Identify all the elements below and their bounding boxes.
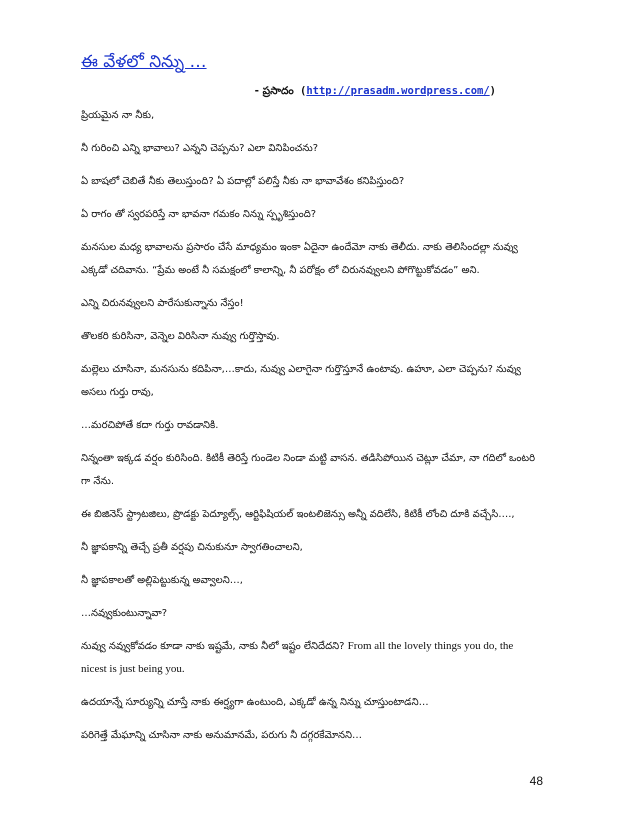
- paragraph: నిన్నంతా ఇక్కడ వర్షం కురిసింది. కిటికీ తెరిస్తే గుండెల నిండా మట్టి వాసన. తడిసిపోయిన చెట్లూ చేమా, నా గదిలో ఒంటరి గా నేను.: [81, 453, 536, 487]
- page-title[interactable]: ఈ వేళలో నిన్ను …: [81, 52, 207, 72]
- byline-dash: -: [254, 85, 263, 97]
- paragraph: …నవ్వుకుంటున్నావా?: [81, 608, 168, 619]
- byline-author: ప్రసాదం: [262, 85, 294, 97]
- english-quote: From all the lovely things you do, the nicest is just being you.: [81, 640, 514, 675]
- paragraph: ప్రియమైన నా నీకు,: [81, 110, 155, 121]
- byline: [255, 85, 496, 100]
- paragraph: నీ జ్ఞాపకాలతో అల్లిపెట్టుకున్న అవ్వాలని…,: [81, 575, 243, 586]
- paragraph: తొలకరి కురిసినా, వెన్నెల విరిసినా నువ్వు గుర్తొస్తావు.: [81, 331, 280, 342]
- paragraph: పరిగెత్తే మేఘాన్ని చూసినా నాకు అనుమానమే, పరుగు నీ దగ్గరకేమోనని…: [81, 730, 363, 741]
- page-number: 48: [529, 774, 543, 788]
- paragraph: ఎన్ని చిరునవ్వులని పారేసుకున్నాను నేస్తం!: [81, 298, 244, 309]
- byline-open-paren: (: [293, 85, 307, 97]
- paragraph: ఏ బాషలో చెబితే నీకు తెలుస్తుంది? ఏ పదాల్లో పలిస్తే నీకు నా భావావేశం కనిపిస్తుంది?: [81, 176, 405, 187]
- paragraph: ఉదయాన్నే సూర్యున్ని చూస్తే నాకు ఈర్ష్యగా ఉంటుంది, ఎక్కడో ఉన్న నిన్ను చూస్తుంటాడని…: [81, 697, 429, 708]
- paragraph: మనసుల మధ్య భావాలను ప్రసారం చేసే మాధ్యమం ఇంకా ఏదైనా ఉందేమో నాకు తెలీదు. నాకు తెలిసిందల్లా నువ్వు ఎక్కడో చదివాను. “ప్రేమ అంటే నీ సమక్షంలో కాలాన్ని, నీ పరోక్షం లో చిరునవ్వులని పోగొట్టుకోవడం” అని.: [81, 242, 518, 276]
- paragraph: ఏ రాగం తో స్వరపరిస్తే నా భావనా గమకం నిన్ను స్పృశిస్తుంది?: [81, 209, 317, 220]
- paragraph: నీ జ్ఞాపకాన్ని తెచ్చే ప్రతీ వర్షపు చినుకునూ స్వాగతించాలని,: [81, 542, 303, 553]
- telugu-sentence: నువ్వు నవ్వుకోవడం కూడా నాకు ఇష్టమే, నాకు నీలో ఇష్టం లేనిదేదని?: [81, 641, 348, 652]
- paragraph: …మరచిపోతే కదా గుర్తు రావడానికి.: [81, 420, 219, 431]
- paragraph: నీ గురించి ఎన్ని భావాలు? ఎన్నని చెప్పను? ఎలా వినిపించను?: [81, 143, 319, 154]
- mixed-language-paragraph: [81, 635, 537, 681]
- blog-link[interactable]: http://prasadm.wordpress.com/: [306, 85, 490, 97]
- byline-close-paren: ): [489, 85, 496, 97]
- paragraph: ఈ బిజినెస్ స్ట్రాటజిలు, ప్రొడక్టు పెద్యూల్స్, ఆర్టిఫిషియల్ ఇంటలిజెన్సు అన్నీ వదిలేసి, కిటికీ లోంచి దూకి వచ్చేసి….,: [81, 509, 515, 520]
- paragraph: మల్లెలు చూసినా, మనసును కదిపినా,…కాదు, నువ్వు ఎలాగైనా గుర్తొస్తూనే ఉంటావు. ఉహూ, ఎలా చెప్పను? నువ్వు అసలు గుర్తు రావు,: [81, 364, 521, 398]
- letter-body: [81, 104, 537, 757]
